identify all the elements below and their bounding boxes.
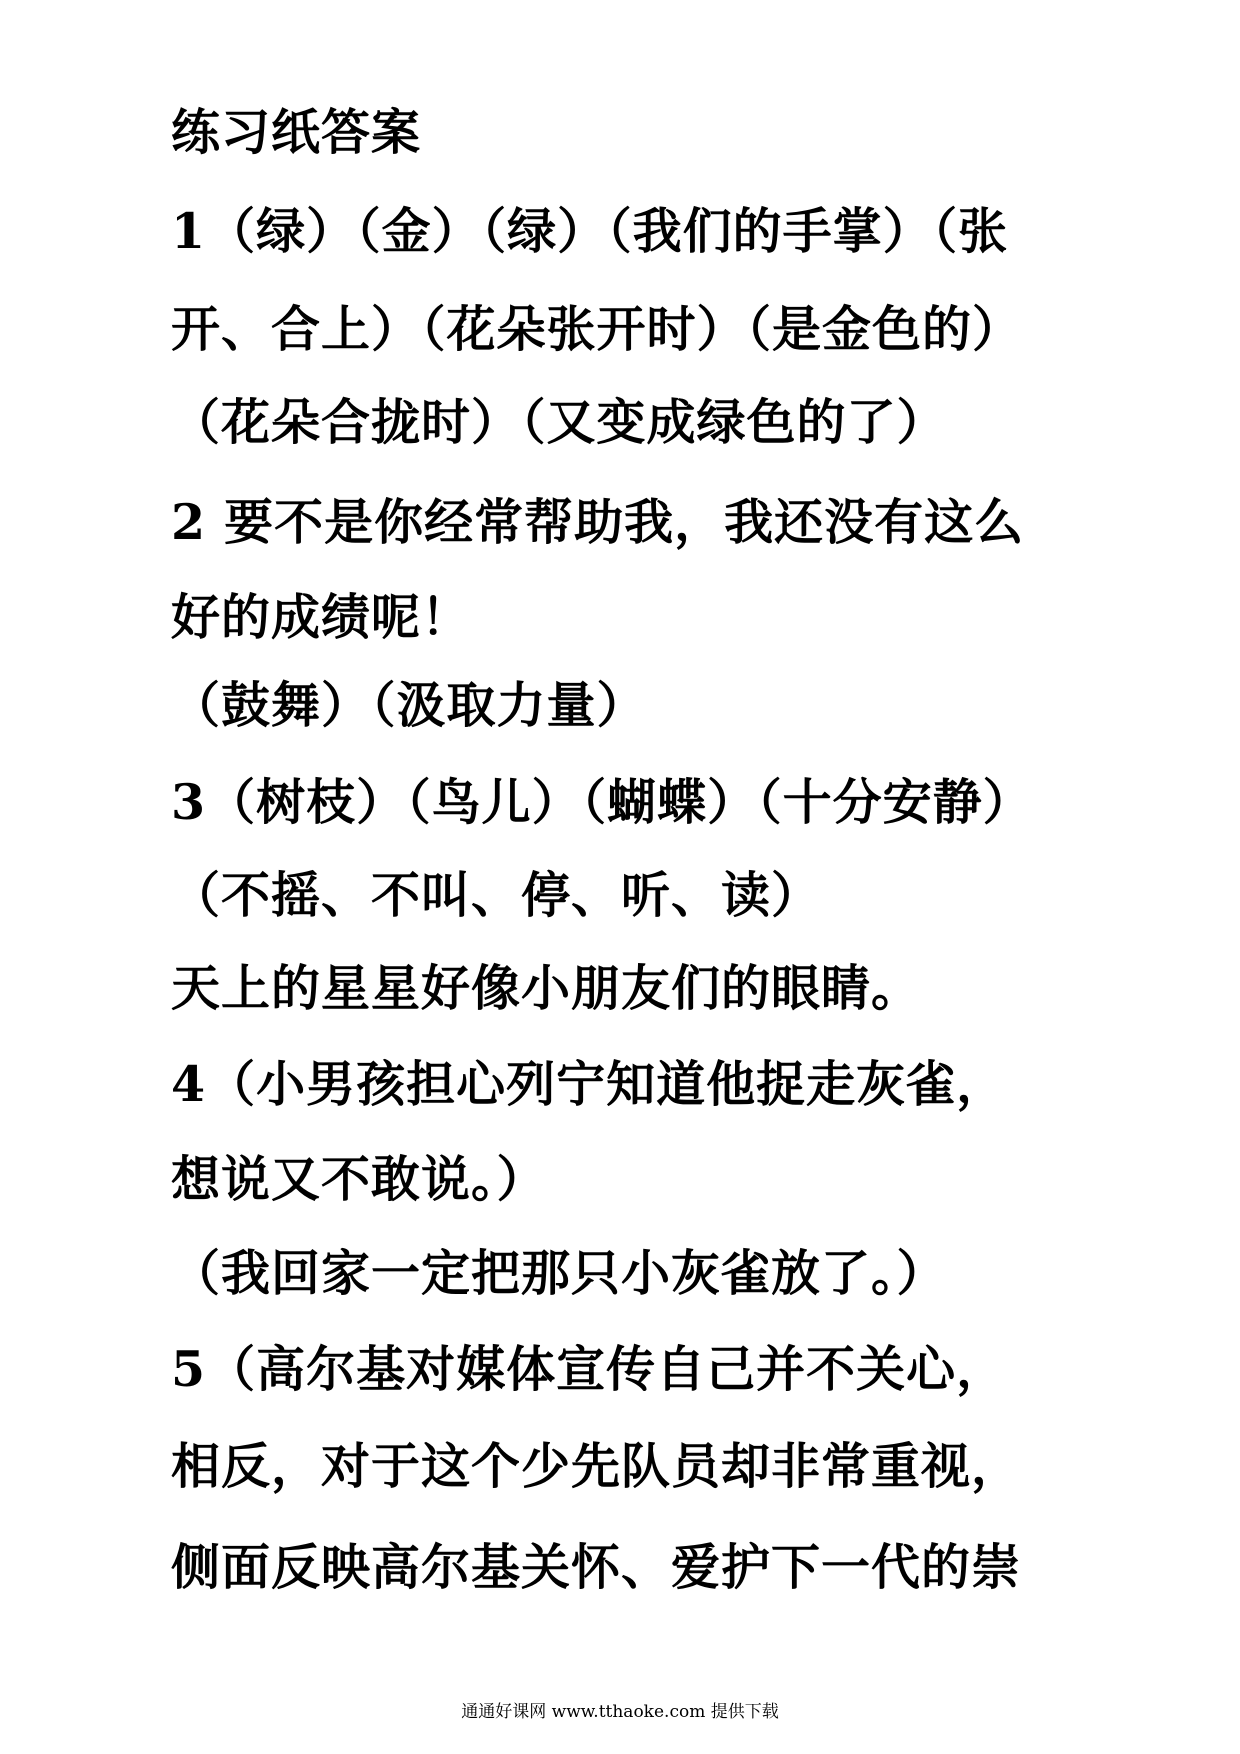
answer-line-6: （鼓舞）（汲取力量）	[171, 676, 647, 734]
answer-line-13: 5（高尔基对媒体宣传自己并不关心，	[171, 1340, 1007, 1398]
answer-line-8: （不摇、不叫、停、听、读）	[171, 866, 822, 924]
answer-line-1: 1（绿）（金）（绿）（我们的手掌）（张	[171, 202, 1009, 260]
answer-line-5: 好的成绩呢！	[171, 588, 472, 646]
answer-line-15: 侧面反映高尔基关怀、爱护下一代的崇	[171, 1538, 1022, 1596]
answer-line-12: （我回家一定把那只小灰雀放了。）	[171, 1244, 947, 1302]
answer-line-3: （花朵合拢时）（又变成绿色的了）	[171, 393, 947, 451]
answer-line-14: 相反，对于这个少先队员却非常重视，	[171, 1437, 1022, 1495]
answer-line-4: 2 要不是你经常帮助我，我还没有这么	[171, 493, 1025, 551]
answer-line-11: 想说又不敢说。）	[171, 1150, 547, 1208]
answer-line-7: 3（树枝）（鸟儿）（蝴蝶）（十分安静）	[171, 773, 1033, 831]
page-footer: 通通好课网 www.tthaoke.com 提供下载	[461, 1702, 779, 1722]
answer-line-2: 开、合上）（花朵张开时）（是金色的）	[171, 300, 1023, 358]
answer-line-9: 天上的星星好像小朋友们的眼睛。	[171, 959, 922, 1017]
answer-line-10: 4（小男孩担心列宁知道他捉走灰雀，	[171, 1055, 1007, 1113]
document-title: 练习纸答案	[171, 103, 422, 161]
